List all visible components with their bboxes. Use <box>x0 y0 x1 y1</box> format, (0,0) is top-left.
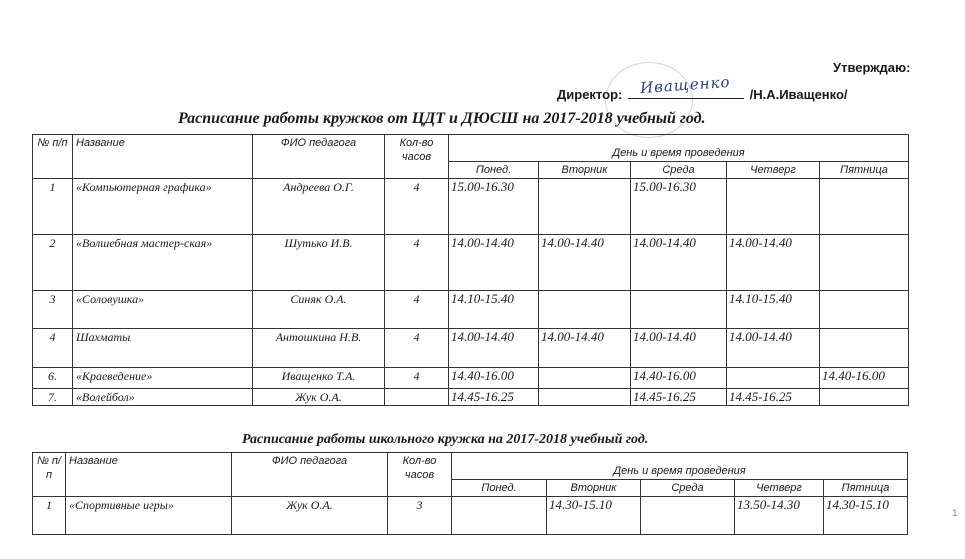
row-mon: 14.00-14.40 <box>449 329 539 368</box>
row-mon: 14.10-15.40 <box>449 291 539 329</box>
row-teacher: Жук О.А. <box>232 497 388 535</box>
header-name: Название <box>73 135 253 179</box>
header-teacher: ФИО педагога <box>253 135 385 179</box>
row-hours: 4 <box>385 329 449 368</box>
table-row <box>33 291 909 329</box>
header-days-group: День и время проведения <box>449 135 909 162</box>
row-num: 6. <box>33 368 73 389</box>
row-num: 1 <box>33 179 73 235</box>
header-hours: Кол-во часов <box>385 135 449 179</box>
row-thu: 14.00-14.40 <box>727 329 820 368</box>
row-thu <box>727 179 820 235</box>
row-fri <box>820 235 909 291</box>
row-hours: 4 <box>385 179 449 235</box>
row-fri <box>820 389 909 406</box>
row-wed: 14.40-16.00 <box>631 368 727 389</box>
row-hours: 4 <box>385 235 449 291</box>
row-mon: 14.45-16.25 <box>449 389 539 406</box>
row-tue: 14.00-14.40 <box>539 329 631 368</box>
row-hours: 4 <box>385 291 449 329</box>
header-num: № п/п <box>33 453 66 497</box>
row-tue: 14.00-14.40 <box>539 235 631 291</box>
row-fri: 14.40-16.00 <box>820 368 909 389</box>
row-thu <box>727 368 820 389</box>
row-wed: 14.00-14.40 <box>631 329 727 368</box>
table2-title: Расписание работы школьного кружка на 2017-2018 учебный год. <box>242 432 649 447</box>
row-teacher: Шутько И.В. <box>253 235 385 291</box>
row-tue <box>539 368 631 389</box>
row-tue: 14.30-15.10 <box>547 497 641 535</box>
row-tue <box>539 179 631 235</box>
row-teacher: Антошкина Н.В. <box>253 329 385 368</box>
row-mon: 14.00-14.40 <box>449 235 539 291</box>
header-teacher: ФИО педагога <box>232 453 388 497</box>
header-num: № п/п <box>33 135 73 179</box>
approval-label: Утверждаю: <box>833 60 911 75</box>
row-thu: 14.00-14.40 <box>727 235 820 291</box>
row-wed: 14.00-14.40 <box>631 235 727 291</box>
row-name: «Волшебная мастер-ская» <box>73 235 253 291</box>
row-hours: 4 <box>385 368 449 389</box>
row-num: 3 <box>33 291 73 329</box>
director-name: /Н.А.Иващенко/ <box>749 87 848 102</box>
row-tue <box>539 291 631 329</box>
row-name: «Волейбол» <box>73 389 253 406</box>
row-name: «Спортивные игры» <box>66 497 232 535</box>
row-thu: 13.50-14.30 <box>735 497 824 535</box>
header-thu: Четверг <box>735 480 824 497</box>
table-row <box>33 179 909 235</box>
row-teacher: Андреева О.Г. <box>253 179 385 235</box>
row-num: 7. <box>33 389 73 406</box>
handwritten-signature: Иващенко <box>639 72 732 98</box>
row-num: 4 <box>33 329 73 368</box>
row-hours <box>385 389 449 406</box>
row-name: «Компьютерная графика» <box>73 179 253 235</box>
page-number: 1 <box>952 508 958 519</box>
row-mon: 15.00-16.30 <box>449 179 539 235</box>
row-name: «Краеведение» <box>73 368 253 389</box>
header-fri: Пятница <box>824 480 908 497</box>
row-name: «Соловушка» <box>73 291 253 329</box>
header-thu: Четверг <box>727 162 820 179</box>
row-wed <box>641 497 735 535</box>
header-mon: Понед. <box>449 162 539 179</box>
header-name: Название <box>66 453 232 497</box>
table-header-row <box>33 135 909 162</box>
row-wed: 15.00-16.30 <box>631 179 727 235</box>
row-hours: 3 <box>388 497 452 535</box>
row-thu: 14.45-16.25 <box>727 389 820 406</box>
header-mon: Понед. <box>452 480 547 497</box>
row-num: 1 <box>33 497 66 535</box>
row-wed <box>631 291 727 329</box>
header-days-group: День и время проведения <box>452 453 908 480</box>
table-row <box>33 329 909 368</box>
row-wed: 14.45-16.25 <box>631 389 727 406</box>
schedule-table-1 <box>32 134 909 406</box>
row-thu: 14.10-15.40 <box>727 291 820 329</box>
row-fri <box>820 179 909 235</box>
header-wed: Среда <box>641 480 735 497</box>
table-row <box>33 368 909 389</box>
table-header-row <box>33 453 908 480</box>
row-fri <box>820 291 909 329</box>
row-name: Шахматы <box>73 329 253 368</box>
row-mon: 14.40-16.00 <box>449 368 539 389</box>
row-teacher: Синяк О.А. <box>253 291 385 329</box>
header-tue: Вторник <box>547 480 641 497</box>
row-tue <box>539 389 631 406</box>
header-hours: Кол-во часов <box>388 453 452 497</box>
director-label: Директор: <box>557 87 623 102</box>
header-fri: Пятница <box>820 162 909 179</box>
row-teacher: Иващенко Т.А. <box>253 368 385 389</box>
table-row <box>33 497 908 535</box>
row-teacher: Жук О.А. <box>253 389 385 406</box>
header-wed: Среда <box>631 162 727 179</box>
row-mon <box>452 497 547 535</box>
table1-title: Расписание работы кружков от ЦДТ и ДЮСШ на 2017-2018 учебный год. <box>178 110 706 127</box>
schedule-table-2 <box>32 452 908 535</box>
table-row <box>33 389 909 406</box>
table-row <box>33 235 909 291</box>
row-fri <box>820 329 909 368</box>
row-fri: 14.30-15.10 <box>824 497 908 535</box>
row-num: 2 <box>33 235 73 291</box>
header-tue: Вторник <box>539 162 631 179</box>
